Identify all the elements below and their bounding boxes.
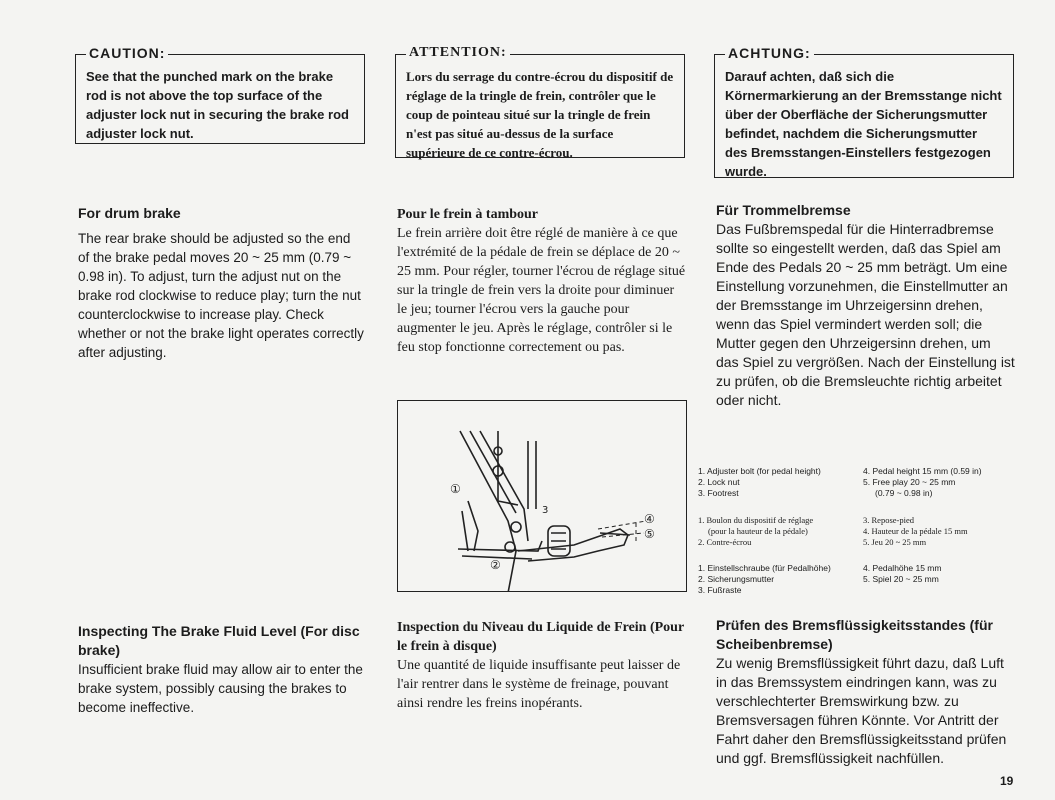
drum-heading-de: Für Trommelbremse <box>716 202 851 218</box>
fluid-section-en <box>78 622 368 717</box>
legend-item: 1. Boulon du dispositif de réglage <box>698 515 814 525</box>
legend-de-left <box>698 563 831 596</box>
legend-item: 4. Hauteur de la pédale 15 mm <box>863 526 968 536</box>
achtung-text: Darauf achten, daß sich die Körnermarkierung an der Bremsstange nicht über der Oberfläche der Sicherungsmutter befindet, nachdem die Sicherungsmutter des Bremsstangen-Einstellers festgezogen wurde. <box>725 69 1002 179</box>
legend-item: 2. Sicherungsmutter <box>698 574 775 584</box>
callout-1: ① <box>450 482 461 496</box>
callout-3: 3 <box>542 505 549 516</box>
caution-title: CAUTION: <box>86 45 168 61</box>
drum-section-fr <box>397 205 687 357</box>
legend-fr-left <box>698 515 813 548</box>
fluid-text-en: Insufficient brake fluid may allow air to enter the brake system, possibly causing the brakes to become ineffective. <box>78 662 363 715</box>
callout-4: ④ <box>644 512 655 526</box>
callout-2: ② <box>490 558 501 572</box>
page-number: 19 <box>1000 774 1014 788</box>
legend-item: 5. Free play 20 ~ 25 mm <box>863 477 956 487</box>
drum-text-fr: Le frein arrière doit être réglé de manière à ce que l'extrémité de la pédale de frein se déplace de 20 ~ 25 mm. Pour régler, tourner l'écrou de réglage situé sur la tringle de frein vers la droite pour diminuer le jeu; tourner l'écrou vers la gauche pour augmenter le jeu. Après le réglage, contrôler si le feu stop fonctionne correctement ou pas. <box>397 226 686 355</box>
legend-item: 2. Lock nut <box>698 477 740 487</box>
drum-section-en <box>78 204 364 362</box>
legend-item: 5. Jeu 20 ~ 25 mm <box>863 537 927 547</box>
fluid-heading-de: Prüfen des Bremsflüssigkeitsstandes (für Scheibenbremse) <box>716 617 993 652</box>
legend-item: (0.79 ~ 0.98 in) <box>875 488 933 498</box>
attention-box <box>395 45 685 160</box>
drum-heading-fr: Pour le frein à tambour <box>397 207 539 222</box>
legend-de-right <box>863 563 941 585</box>
drum-heading-en: For drum brake <box>78 205 181 221</box>
caution-text: See that the punched mark on the brake rod is not above the top surface of the adjuster lock nut in securing the brake rod adjuster lock nut. <box>86 69 349 141</box>
legend-item: 3. Fußraste <box>698 585 742 595</box>
legend-item: 1. Einstellschraube (für Pedalhöhe) <box>698 563 831 573</box>
fluid-heading-fr: Inspection du Niveau du Liquide de Frein (Pour le frein à disque) <box>397 620 684 654</box>
legend-item: 4. Pedal height 15 mm (0.59 in) <box>863 466 982 476</box>
drum-text-en: The rear brake should be adjusted so the end of the brake pedal moves 20 ~ 25 mm (0.79 ~ 0.98 in). To adjust, turn the adjust nut on the brake rod clockwise to reduce play; turn the nut counterclockwise to increase play. Check whether or not the brake light operates correctly after adjusting. <box>78 231 364 360</box>
legend-en-left <box>698 466 821 499</box>
brake-pedal-illustration <box>398 401 687 592</box>
legend-item: (pour la hauteur de la pédale) <box>708 526 808 536</box>
legend-fr-right <box>863 515 968 548</box>
legend-item: 3. Repose-pied <box>863 515 914 525</box>
achtung-box <box>714 45 1014 179</box>
fluid-heading-en: Inspecting The Brake Fluid Level (For disc brake) <box>78 623 360 658</box>
fluid-section-fr <box>397 618 687 713</box>
fluid-section-de <box>716 616 1016 768</box>
legend-item: 2. Contre-écrou <box>698 537 752 547</box>
brake-pedal-figure <box>397 400 687 592</box>
fluid-text-fr: Une quantité de liquide insuffisante peut laisser de l'air rentrer dans le système de freinage, pouvant ainsi rendre les freins inopérants. <box>397 658 681 711</box>
legend-item: 4. Pedalhöhe 15 mm <box>863 563 942 573</box>
drum-section-de <box>716 201 1016 410</box>
achtung-title: ACHTUNG: <box>725 45 814 61</box>
fluid-text-de: Zu wenig Bremsflüssigkeit führt dazu, daß Luft in das Bremssystem eindringen kann, was zu verschlechterter Bremswirkung bzw. zu Bremsversagen führen Könnte. Vor Antritt der Fahrt daher den Bremsflüssigkeitsstand prüfen und ggf. Bremsflüssigkeit nachfüllen. <box>716 655 1007 766</box>
legend-item: 3. Footrest <box>698 488 739 498</box>
drum-text-de: Das Fußbremspedal für die Hinterradbremse sollte so eingestellt werden, daß das Spiel am Ende des Pedals 20 ~ 25 mm beträgt. Um eine Einstellung vorzunehmen, die Einstellmutter an der Bremsstange im Uhrzeigersinn drehen, wenn das Spiel vermindert werden soll; die Mutter gegen den Uhrzeigersinn drehen, um das Spiel zu vergrößen. Nach der Einstellung ist zu prüfen, ob die Bremsleuchte richtig arbeitet oder nicht. <box>716 221 1015 408</box>
legend-item: 5. Spiel 20 ~ 25 mm <box>863 574 939 584</box>
attention-text: Lors du serrage du contre-écrou du dispositif de réglage de la tringle de frein, contrôler que le coup de pointeau situé sur la tringle de frein n'est pas situé au-dessus de la surface supérieure de ce contre-écrou. <box>406 69 674 160</box>
legend-item: 1. Adjuster bolt (for pedal height) <box>698 466 821 476</box>
attention-title: ATTENTION: <box>406 45 510 61</box>
caution-box <box>75 45 365 144</box>
callout-5: ⑤ <box>644 527 655 541</box>
legend-en-right <box>863 466 982 499</box>
